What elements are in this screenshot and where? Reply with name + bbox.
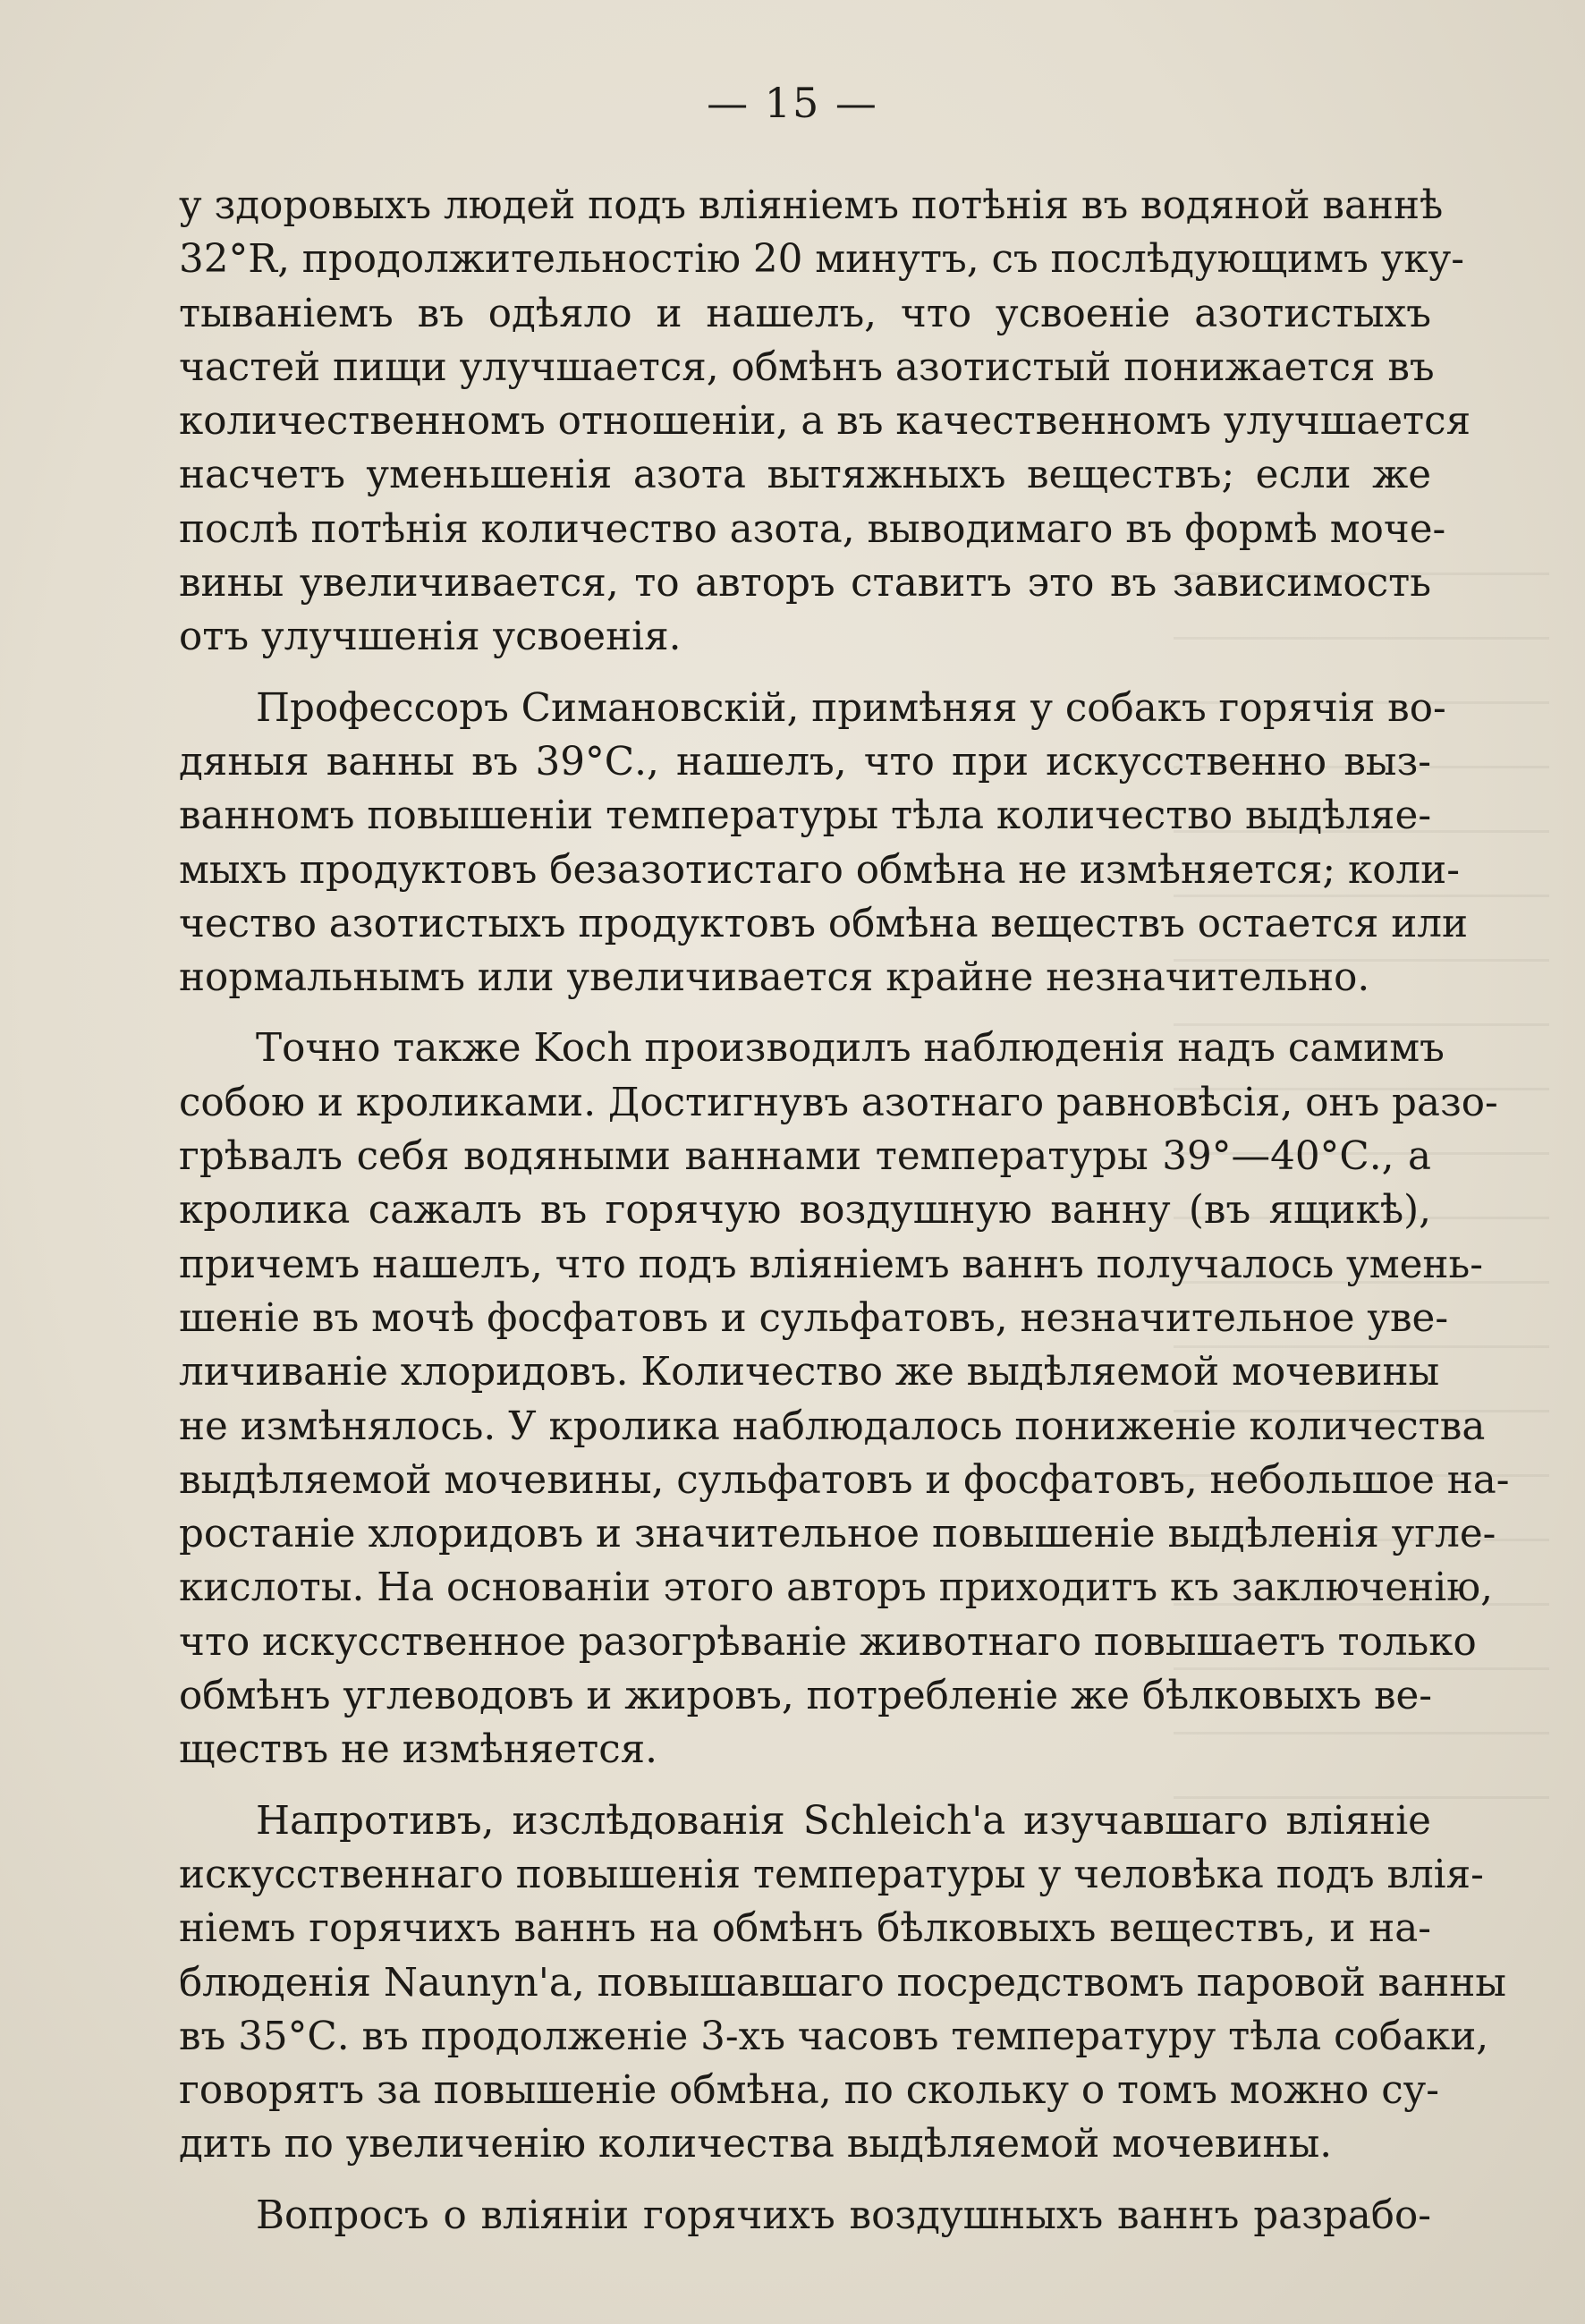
text-line: обмѣнъ углеводовъ и жировъ, потребленiе же бѣлковыхъ ве- xyxy=(179,1674,1433,1719)
text-line: вины увеличивается, то авторъ ставитъ это въ зависимость xyxy=(179,561,1431,606)
text-line: кислоты. На основанiи этого авторъ приходитъ къ заключенiю, xyxy=(179,1565,1493,1611)
text-line: искусственнаго повышенiя температуры у человѣка подъ влiя- xyxy=(179,1852,1484,1897)
text-line: нiемъ горячихъ ваннъ на обмѣнъ бѣлковыхъ веществъ, и на- xyxy=(179,1906,1431,1952)
text-line: частей пищи улучшается, обмѣнъ азотистый понижается въ xyxy=(179,344,1435,390)
text-line: 32°R, продолжительностiю 20 минутъ, съ послѣдующимъ уку- xyxy=(179,237,1464,283)
text-line: чество азотистыхъ продуктовъ обмѣна веществъ остается или xyxy=(179,901,1469,946)
text-line: не измѣнялось. У кролика наблюдалось пониженiе количества xyxy=(179,1404,1486,1449)
text-line: отъ улучшенiя усвоенiя. xyxy=(179,615,682,660)
text-line: послѣ потѣнiя количество азота, выводимаго въ формѣ моче- xyxy=(179,506,1446,552)
paragraph-3 xyxy=(179,1022,1510,1777)
text-line: собою и кроликами. Достигнувъ азотнаго равновѣсiя, онъ разо- xyxy=(179,1080,1498,1125)
text-line: говорятъ за повышенiе обмѣна, по скольку о томъ можно су- xyxy=(179,2068,1440,2114)
text-line: у здоровыхъ людей подъ влiянiемъ потѣнiя въ водяной ваннѣ xyxy=(179,183,1444,228)
text-line: Точно также Koch производилъ наблюденiя надъ самимъ xyxy=(256,1026,1445,1072)
text-line: шенiе въ мочѣ фосфатовъ и сульфатовъ, незначительное уве- xyxy=(179,1295,1449,1341)
text-line: что искусственное разогрѣванiе животнаго повышаетъ только xyxy=(179,1619,1477,1665)
text-line: ростанiе хлоридовъ и значительное повышенiе выдѣленiя угле- xyxy=(179,1512,1496,1557)
text-line: въ 35°С. въ продолженiе 3-хъ часовъ температуру тѣла собаки, xyxy=(179,2014,1489,2059)
text-line: дяныя ванны въ 39°С., нашелъ, что при искусственно выз- xyxy=(179,739,1431,785)
paragraph-5 xyxy=(179,2189,1431,2243)
text-line: тыванiемъ въ одѣяло и нашелъ, что усвоенiе азотистыхъ xyxy=(179,291,1431,336)
text-line: насчетъ уменьшенiя азота вытяжныхъ веществъ; если же xyxy=(179,453,1431,498)
paragraph-2 xyxy=(179,682,1469,1005)
text-line: грѣвалъ себя водяными ваннами температуры 39°—40°С., а xyxy=(179,1134,1431,1180)
body-text xyxy=(179,179,1510,2243)
text-line: Профессоръ Симановскiй, примѣняя у собакъ горячiя во- xyxy=(256,685,1446,731)
paragraph-1 xyxy=(179,179,1471,665)
text-line: нормальнымъ или увеличивается крайне незначительно. xyxy=(179,955,1370,1001)
text-line: блюденiя Naunyn'a, повышавшаго посредствомъ паровой ванны xyxy=(179,1960,1506,2006)
text-line: выдѣляемой мочевины, сульфатовъ и фосфатовъ, небольшое на- xyxy=(179,1457,1510,1503)
text-line: ществъ не измѣняется. xyxy=(179,1727,657,1773)
page-number: — 15 — xyxy=(707,79,878,127)
text-line: причемъ нашелъ, что подъ влiянiемъ ваннъ получалось умень- xyxy=(179,1242,1483,1287)
text-line: Вопросъ о влiянiи горячихъ воздушныхъ ваннъ разрабо- xyxy=(256,2193,1431,2238)
text-line: количественномъ отношенiи, а въ качественномъ улучшается xyxy=(179,399,1471,445)
text-line: Напротивъ, изслѣдованiя Schleich'a изучавшаго влiянiе xyxy=(256,1798,1431,1844)
text-line: ванномъ повышенiи температуры тѣла количество выдѣляе- xyxy=(179,793,1432,839)
text-line: мыхъ продуктовъ безазотистаго обмѣна не измѣняется; коли- xyxy=(179,847,1460,893)
paragraph-4 xyxy=(179,1794,1506,2172)
text-line: личиванiе хлоридовъ. Количество же выдѣляемой мочевины xyxy=(179,1350,1440,1395)
text-line: кролика сажалъ въ горячую воздушную ванну (въ ящикѣ), xyxy=(179,1188,1431,1234)
text-line: дить по увеличенiю количества выдѣляемой мочевины. xyxy=(179,2122,1333,2167)
